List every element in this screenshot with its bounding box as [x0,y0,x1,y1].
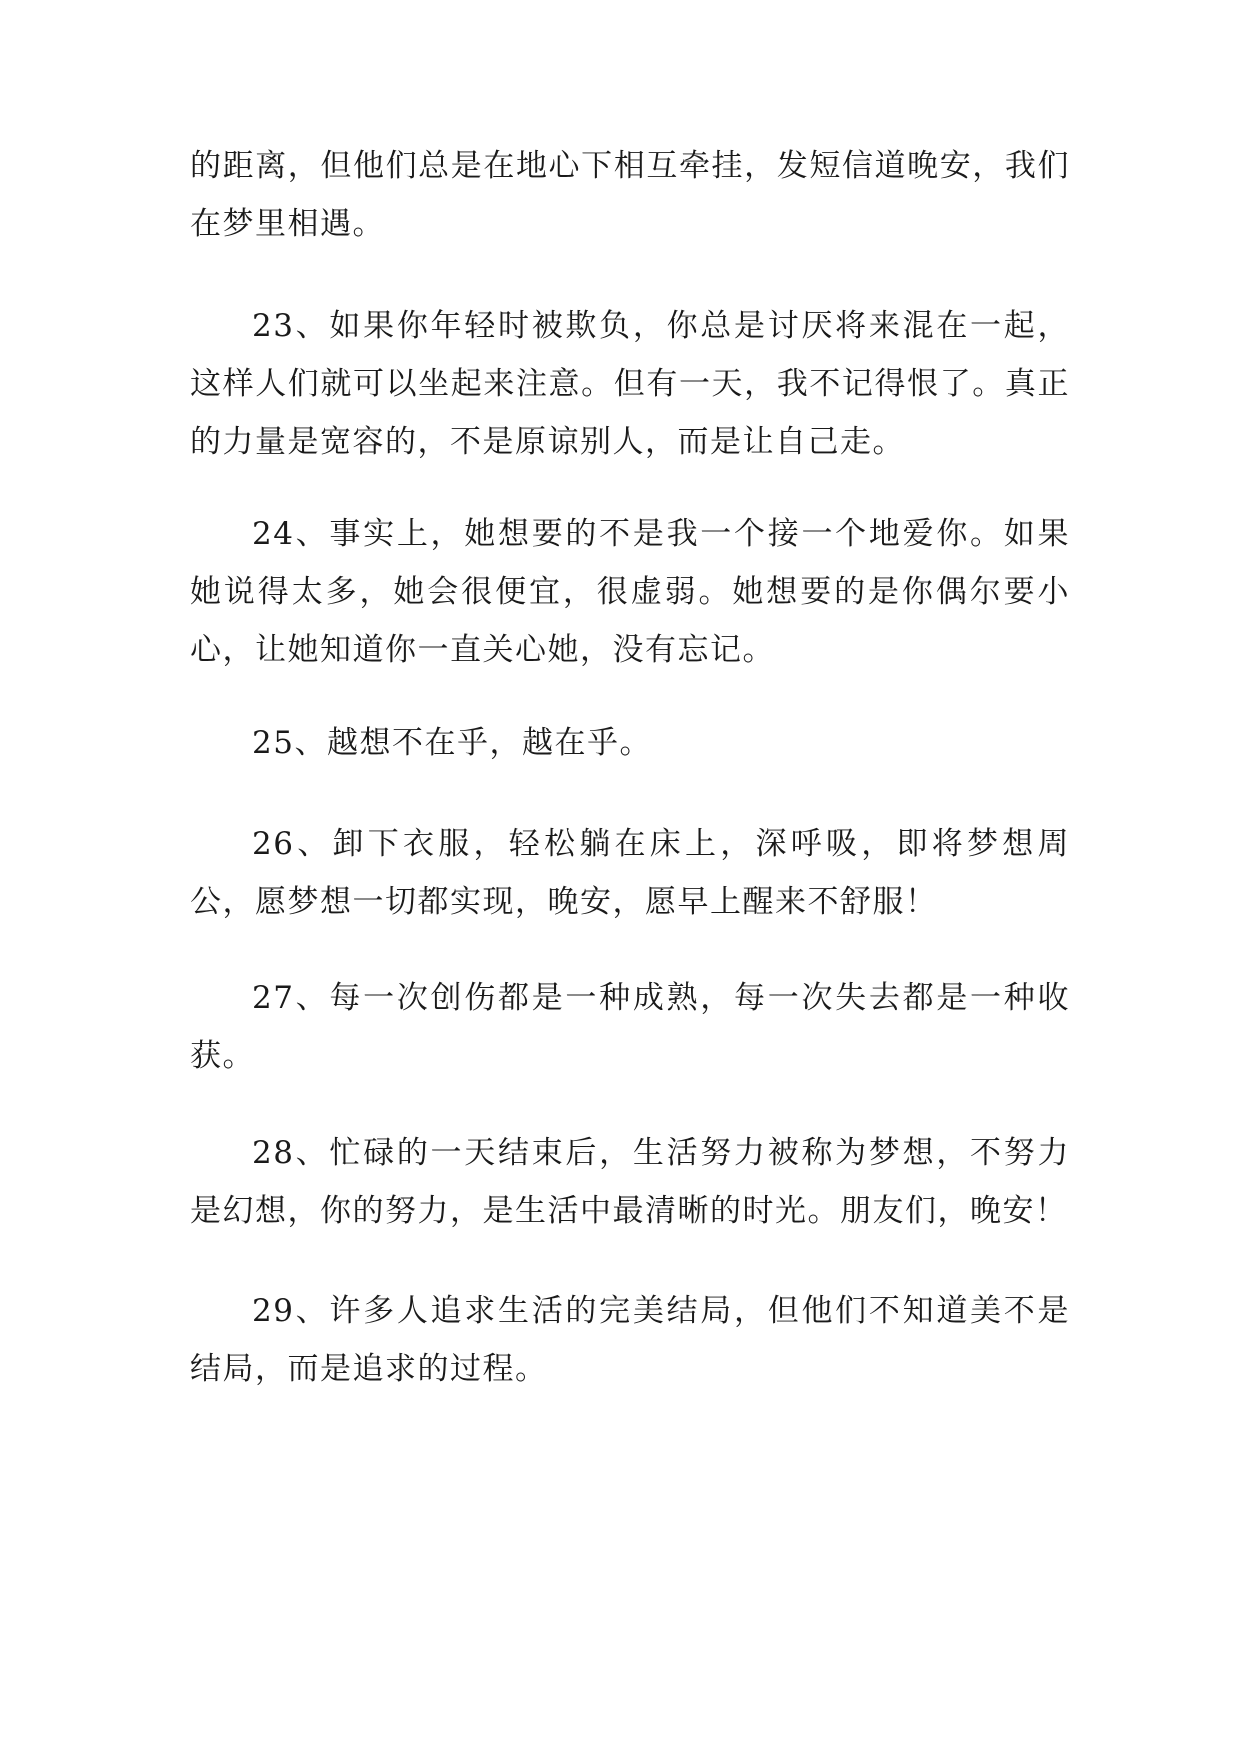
paragraph-24: 24、事实上，她想要的不是我一个接一个地爱你。如果她说得太多，她会很便宜，很虚弱。她想要的是你偶尔要小心，让她知道你一直关心她，没有忘记。 [190,516,1070,668]
paragraph-continuation: 的距离，但他们总是在地心下相互牵挂，发短信道晚安，我们在梦里相遇。 [190,148,1070,242]
paragraph-27: 27、每一次创伤都是一种成熟，每一次失去都是一种收获。 [190,980,1070,1074]
paragraph-25: 25、越想不在乎，越在乎。 [252,725,652,761]
paragraph-23: 23、如果你年轻时被欺负，你总是讨厌将来混在一起，这样人们就可以坐起来注意。但有一天，我不记得恨了。真正的力量是宽容的，不是原谅别人，而是让自己走。 [190,308,1070,460]
paragraph-26: 26、卸下衣服，轻松躺在床上，深呼吸，即将梦想周公，愿梦想一切都实现，晚安，愿早上醒来不舒服！ [190,826,1070,920]
paragraph-28: 28、忙碌的一天结束后，生活努力被称为梦想，不努力是幻想，你的努力，是生活中最清晰的时光。朋友们，晚安！ [190,1135,1070,1229]
paragraph-29: 29、许多人追求生活的完美结局，但他们不知道美不是结局，而是追求的过程。 [190,1293,1070,1387]
